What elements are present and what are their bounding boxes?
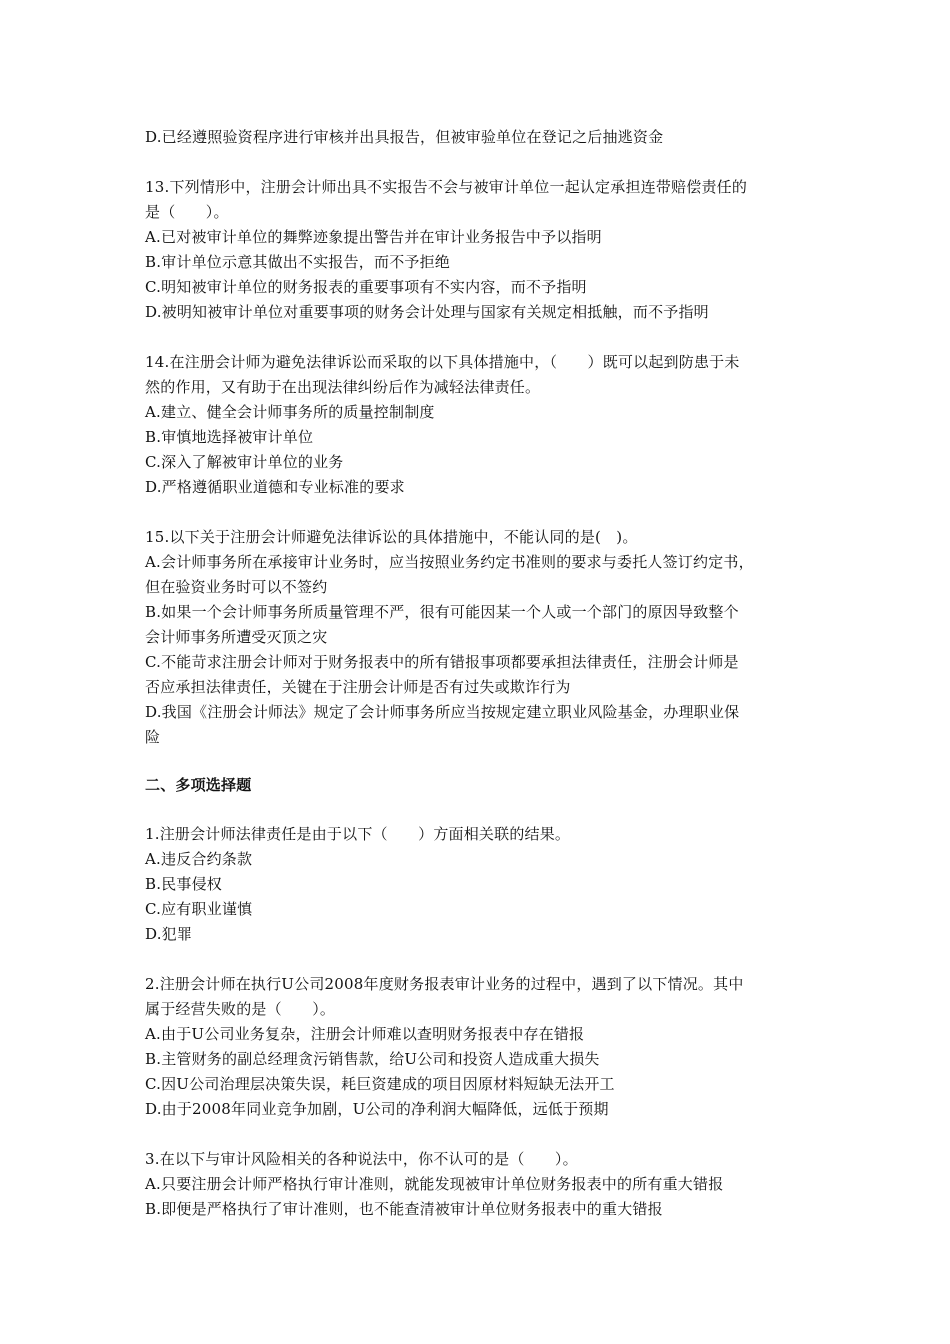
option-b: B.即便是严格执行了审计准则，也不能查清被审计单位财务报表中的重大错报 [145, 1200, 663, 1218]
option-c: C.因U公司治理层决策失误，耗巨资建成的项目因原材料短缺无法开工 [145, 1075, 615, 1093]
question-stem-continued: 属于经营失败的是（ ）。 [145, 1000, 336, 1018]
option-a: A.由于U公司业务复杂，注册会计师难以查明财务报表中存在错报 [145, 1025, 585, 1043]
question-stem-continued: 是（ ）。 [145, 203, 229, 221]
question-stem: 3.在以下与审计风险相关的各种说法中，你不认可的是（ ）。 [145, 1150, 578, 1168]
option-a: A.建立、健全会计师事务所的质量控制制度 [145, 403, 435, 421]
option-b: B.审慎地选择被审计单位 [145, 428, 314, 446]
question-stem: 2.注册会计师在执行U公司2008年度财务报表审计业务的过程中，遇到了以下情况。其中 [145, 975, 744, 993]
option-a-continued: 但在验资业务时可以不签约 [145, 578, 328, 596]
option-a: A.会计师事务所在承接审计业务时，应当按照业务约定书准则的要求与委托人签订约定书， [145, 553, 754, 571]
option-b: B.审计单位示意其做出不实报告，而不予拒绝 [145, 253, 450, 271]
option-a: A.只要注册会计师严格执行审计准则，就能发现被审计单位财务报表中的所有重大错报 [145, 1175, 724, 1193]
option-d: D.被明知被审计单位对重要事项的财务会计处理与国家有关规定相抵触，而不予指明 [145, 303, 709, 321]
question-stem: 15.以下关于注册会计师避免法律诉讼的具体措施中，不能认同的是( )。 [145, 528, 638, 546]
option-b-continued: 会计师事务所遭受灭顶之灾 [145, 628, 328, 646]
option-d: D.犯罪 [145, 925, 193, 943]
section-heading: 二、多项选择题 [145, 776, 252, 794]
question-stem: 1.注册会计师法律责任是由于以下（ ）方面相关联的结果。 [145, 825, 571, 843]
option-a: A.已对被审计单位的舞弊迹象提出警告并在审计业务报告中予以指明 [145, 228, 602, 246]
option-b: B.民事侵权 [145, 875, 222, 893]
option-c: C.深入了解被审计单位的业务 [145, 453, 344, 471]
option-c: C.明知被审计单位的财务报表的重要事项有不实内容，而不予指明 [145, 278, 587, 296]
option-c-continued: 否应承担法律责任，关键在于注册会计师是否有过失或欺诈行为 [145, 678, 571, 696]
option-c: C.不能苛求注册会计师对于财务报表中的所有错报事项都要承担法律责任，注册会计师是 [145, 653, 739, 671]
option-d: D.严格遵循职业道德和专业标准的要求 [145, 478, 405, 496]
option-b: B.如果一个会计师事务所质量管理不严，很有可能因某一个人或一个部门的原因导致整个 [145, 603, 739, 621]
option-d: D.我国《注册会计师法》规定了会计师事务所应当按规定建立职业风险基金，办理职业保 [145, 703, 740, 721]
option-d: D.已经遵照验资程序进行审核并出具报告，但被审验单位在登记之后抽逃资金 [145, 128, 664, 146]
option-c: C.应有职业谨慎 [145, 900, 253, 918]
option-b: B.主管财务的副总经理贪污销售款，给U公司和投资人造成重大损失 [145, 1050, 600, 1068]
question-stem-continued: 然的作用，又有助于在出现法律纠纷后作为减轻法律责任。 [145, 378, 541, 396]
question-stem: 14.在注册会计师为避免法律诉讼而采取的以下具体措施中，（ ）既可以起到防患于未 [145, 353, 740, 371]
option-d: D.由于2008年同业竞争加剧，U公司的净利润大幅降低，远低于预期 [145, 1100, 609, 1118]
option-a: A.违反合约条款 [145, 850, 253, 868]
question-stem: 13.下列情形中，注册会计师出具不实报告不会与被审计单位一起认定承担连带赔偿责任的 [145, 178, 748, 196]
option-d-continued: 险 [145, 728, 161, 746]
